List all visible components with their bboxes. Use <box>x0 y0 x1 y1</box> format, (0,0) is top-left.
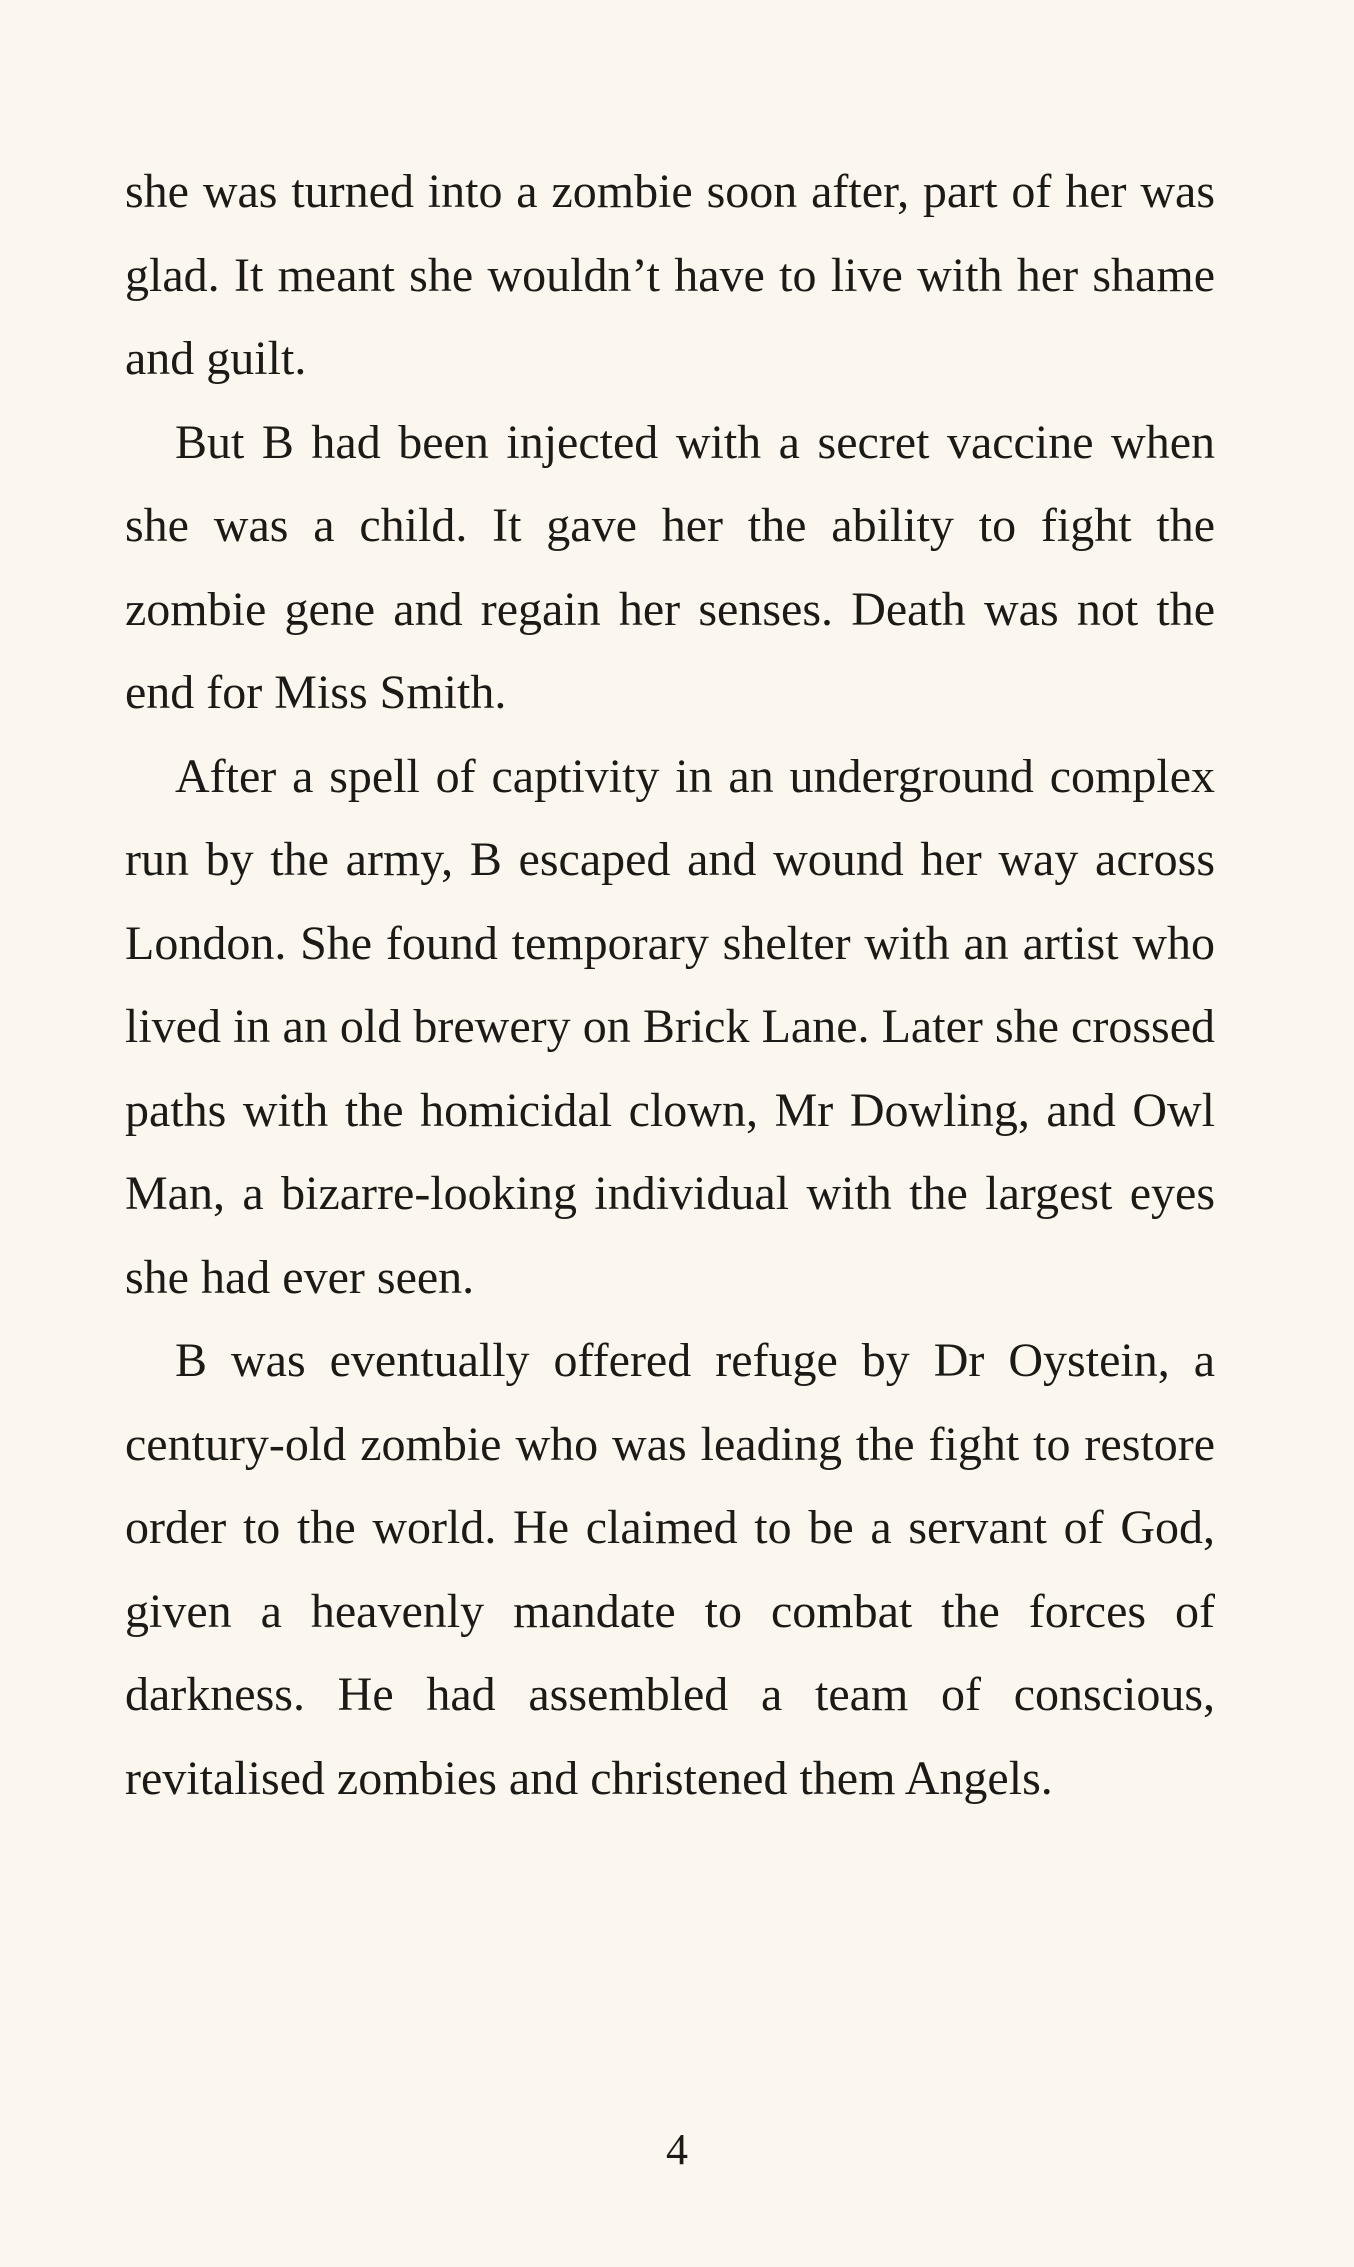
paragraph-3: After a spell of captivity in an underground complex run by the army, B escaped and wound her way across London. She found temporary shelter with an artist who lived in an old brewery on Brick Lane. Later she crossed paths with the homicidal clown, Mr Dowling, and Owl Man, a bizarre-looking individual with the largest eyes she had ever seen. <box>125 749 1215 1304</box>
body-text <box>125 150 1215 1820</box>
page-number: 4 <box>666 2125 688 2174</box>
paragraph-2: But B had been injected with a secret vaccine when she was a child. It gave her the ability to fight the zombie gene and regain her senses. Death was not the end for Miss Smith. <box>125 415 1215 719</box>
paragraph-4: B was eventually offered refuge by Dr Oystein, a century-old zombie who was leading the fight to restore order to the world. He claimed to be a servant of God, given a heavenly mandate to combat the forces of darkness. He had assembled a team of conscious, revitalised zombies and christened them Angels. <box>125 1334 1215 1805</box>
paragraph-1: she was turned into a zombie soon after, part of her was glad. It meant she wouldn’t have to live with her shame and guilt. <box>125 165 1215 385</box>
